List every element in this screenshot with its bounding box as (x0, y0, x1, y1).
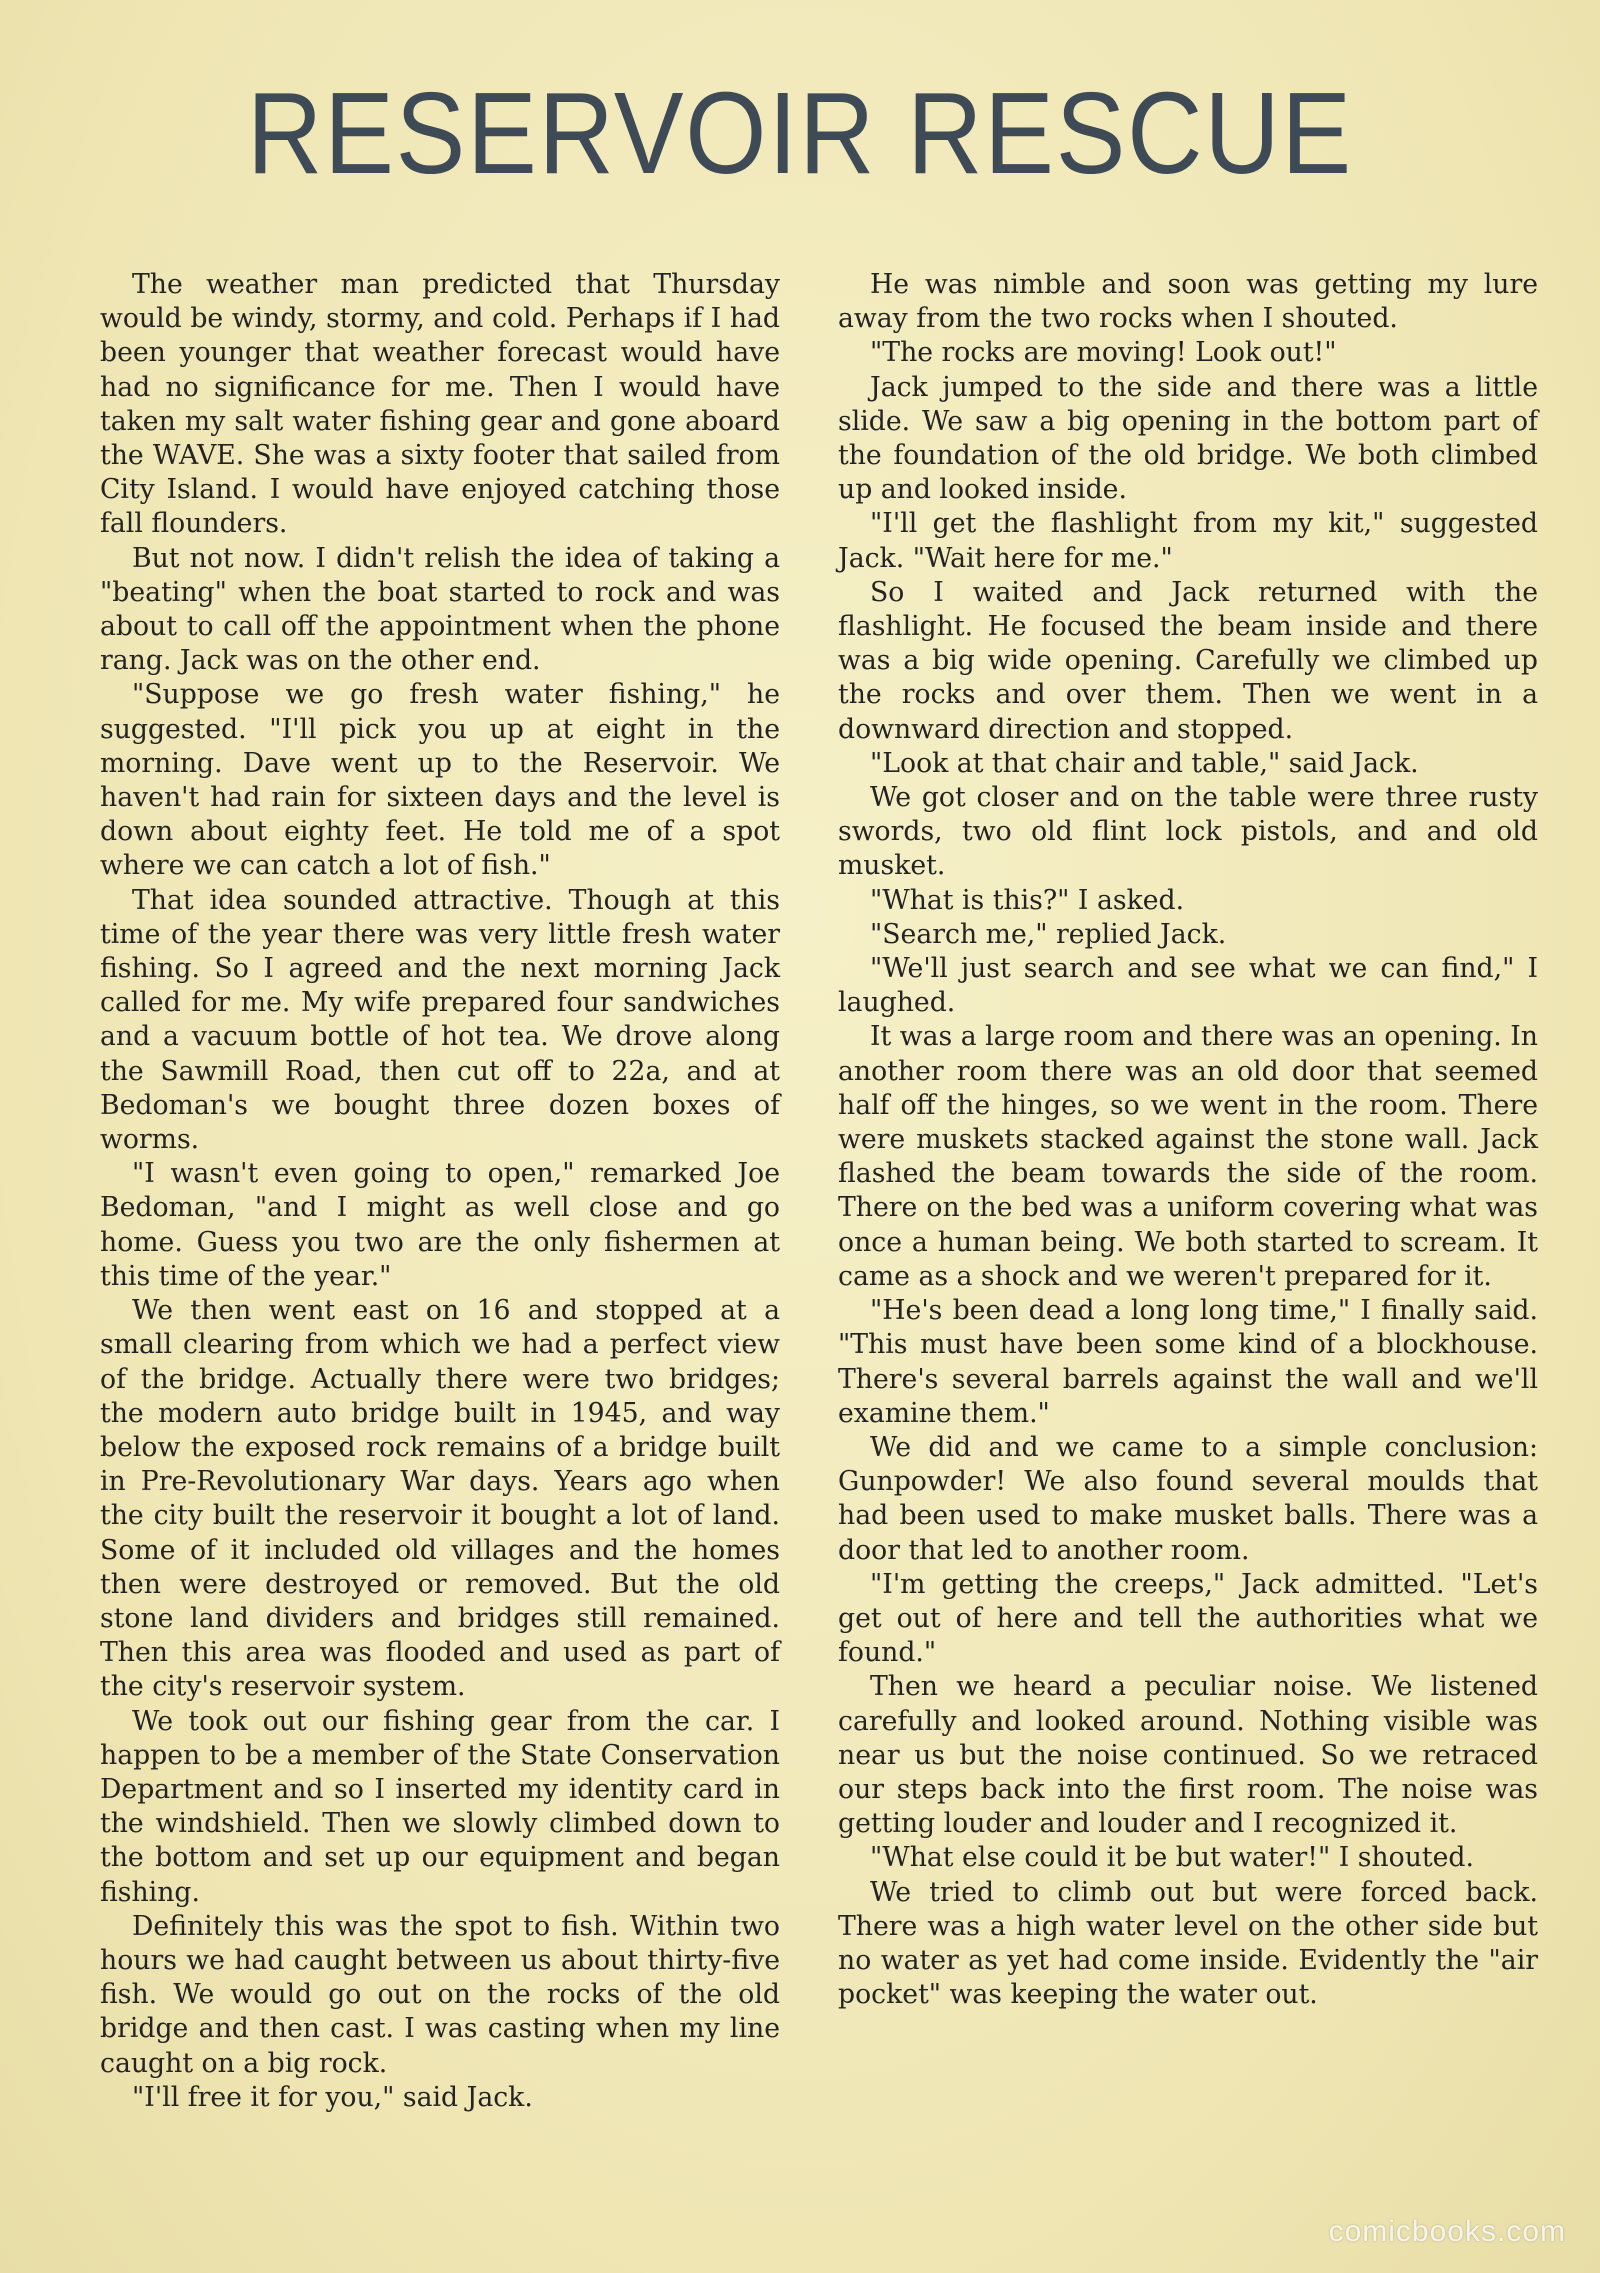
paragraph: Then we heard a peculiar noise. We listened carefully and looked around. Nothing visible was near us but the noise continued. So we retraced our steps back into the first room. The noise was getting louder and louder and I recognized it. (838, 1671, 1538, 1840)
paragraph: "He's been dead a long long time," I finally said. "This must have been some kind of a blockhouse. There's several barrels against the wall and we'll examine them." (838, 1295, 1538, 1429)
paragraph: "I'll get the flashlight from my kit," suggested Jack. "Wait here for me." (838, 508, 1538, 574)
paragraph: "The rocks are moving! Look out!" (870, 337, 1337, 369)
paragraph: Definitely this was the spot to fish. Within two hours we had caught between us about thirty-five fish. We would go out on the rocks of the old bridge and then cast. I was casting when my line caught on a big rock. (100, 1910, 780, 2079)
paragraph: We then went east on 16 and stopped at a small clearing from which we had a perfect view of the bridge. Actually there were two bridges; the modern auto bridge built in 1945, and way below the exposed rock remains of a bridge built in Pre-Revolutionary War days. Years ago when the city built the reservoir it bought a lot of land. Some of it included old villages and the homes then were destroyed or removed. But the old stone land dividers and bridges still remained. Then this area was flooded and used as part of the city's reservoir system. (100, 1295, 780, 1703)
paragraph: "I'll free it for you," said Jack. (132, 2081, 533, 2113)
paragraph: "Look at that chair and table," said Jack. (870, 747, 1419, 779)
paragraph: But not now. I didn't relish the idea of taking a "beating" when the boat started to rock and was about to call off the appointment when the phone rang. Jack was on the other end. (100, 542, 780, 677)
paragraph: We took out our fishing gear from the car. I happen to be a member of the State Conservation Department and so I inserted my identity card in the windshield. Then we slowly climbed down to the bottom and set up our equipment and began fishing. (100, 1705, 780, 1908)
paragraph: "What else could it be but water!" I shouted. (870, 1842, 1474, 1874)
paragraph: "What is this?" I asked. (870, 884, 1185, 916)
paragraph: "We'll just search and see what we can find," I laughed. (838, 953, 1538, 1019)
right-column (838, 268, 1538, 2188)
paragraph: "I'm getting the creeps," Jack admitted. "Let's get out of here and tell the authorities what we found." (838, 1568, 1538, 1669)
left-column (100, 268, 780, 2188)
paragraph: Jack jumped to the side and there was a little slide. We saw a big opening in the bottom part of the foundation of the old bridge. We both climbed up and looked inside. (838, 371, 1538, 506)
paragraph: "Search me," replied Jack. (870, 918, 1227, 950)
paragraph: That idea sounded attractive. Though at this time of the year there was very little fresh water fishing. So I agreed and the next morning Jack called for me. My wife prepared four sandwiches and a vacuum bottle of hot tea. We drove along the Sawmill Road, then cut off to 22a, and at Bedoman's we bought three dozen boxes of worms. (100, 884, 780, 1156)
paragraph: "Suppose we go fresh water fishing," he suggested. "I'll pick you up at eight in the morning. Dave went up to the Reservoir. We haven't had rain for sixteen days and the level is down about eighty feet. He told me of a spot where we can catch a lot of fish." (100, 679, 780, 882)
paragraph: The weather man predicted that Thursday would be windy, stormy, and cold. Perhaps if I had been younger that weather forecast would have had no significance for me. Then I would have taken my salt water fishing gear and gone aboard the WAVE. She was a sixty footer that sailed from City Island. I would have enjoyed catching those fall flounders. (100, 269, 780, 540)
site-watermark: comicbooks.com (1328, 2215, 1566, 2248)
paragraph: We got closer and on the table were three rusty swords, two old flint lock pistols, and and old musket. (838, 782, 1538, 882)
story-title: RESERVOIR RESCUE (247, 68, 1353, 198)
paragraph: We tried to climb out but were forced back. There was a high water level on the other side but no water as yet had come inside. Evidently the "air pocket" was keeping the water out. (838, 1876, 1538, 2011)
paragraph: It was a large room and there was an opening. In another room there was an old door that seemed half off the hinges, so we went in the room. There were muskets stacked against the stone wall. Jack flashed the beam towards the side of the room. There on the bed was a uniform covering what was once a human being. We both started to scream. It came as a shock and we weren't prepared for it. (838, 1021, 1538, 1292)
paragraph: So I waited and Jack returned with the flashlight. He focused the beam inside and there was a big wide opening. Carefully we climbed up the rocks and over them. Then we went in a downward direction and stopped. (838, 576, 1538, 745)
paragraph: We did and we came to a simple conclusion: Gunpowder! We also found several moulds that had been used to make musket balls. There was a door that led to another room. (838, 1431, 1538, 1566)
paragraph: "I wasn't even going to open," remarked Joe Bedoman, "and I might as well close and go home. Guess you two are the only fishermen at this time of the year." (100, 1158, 780, 1292)
paragraph: He was nimble and soon was getting my lure away from the two rocks when I shouted. (838, 269, 1538, 335)
